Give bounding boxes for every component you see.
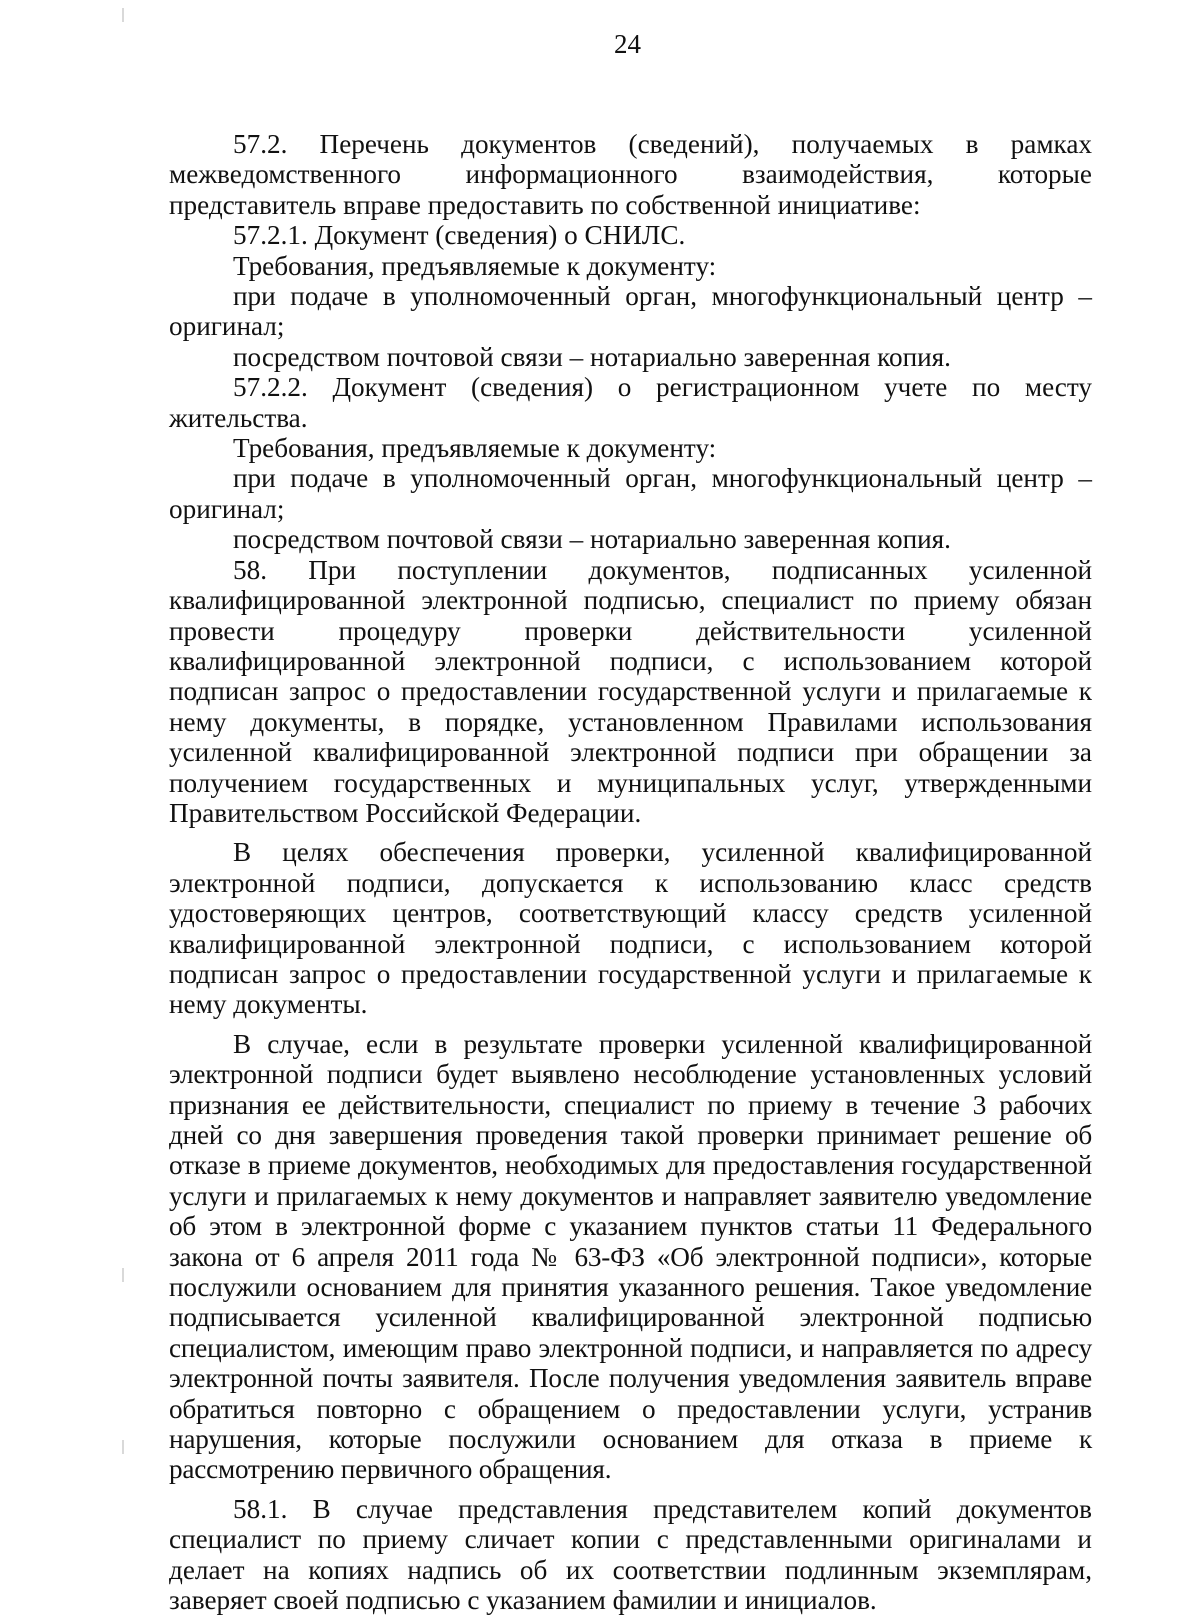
scan-edge-mark-middle (122, 1268, 124, 1282)
paragraph-postal-1: посредством почтовой связи – нотариально заверенная копия. (233, 341, 951, 372)
paragraph-postal-2: посредством почтовой связи – нотариально заверенная копия. (233, 524, 951, 555)
scan-edge-mark-bottom (122, 1440, 124, 1454)
paragraph-58-1: 58.1. В случае представления представителем копий документов специалист по приему сличает копии с представленными оригиналами и делает на копиях надпись об их соответствии подлинным экземплярам, заверяет своей подписью с указанием фамилии и инициалов. (169, 1493, 1092, 1616)
paragraph-requirements-1: Требования, предъявляемые к документу: (233, 250, 717, 281)
paragraph-refusal-case: В случае, если в результате проверки усиленной квалифицированной электронной подписи будет выявлено несоблюдение установленных условий признания ее действительности, специалист по приему в течение 3 рабочих дней со дня завершения проведения такой проверки принимает решение об отказе в приеме документов, необходимых для предоставления государственной услуги и прилагаемых к нему документов и направляет заявителю уведомление об этом в электронной форме с указанием пунктов статьи 11 Федерального закона от 6 апреля 2011 года № 63-ФЗ «Об электронной подписи», которые послужили основанием для принятия указанного решения. Такое уведомление подписывается усиленной квалифицированной электронной подписью специалистом, имеющим право электронной подписи, и направляется по адресу электронной почты заявителя. После получения уведомления заявитель вправе обратиться повторно с обращением о предоставлении услуги, устранив нарушения, которые послужили основанием для отказа в приеме к рассмотрению первичного обращения. (169, 1028, 1092, 1485)
page-number: 24 (614, 29, 641, 59)
paragraph-verification-class: В целях обеспечения проверки, усиленной квалифицированной электронной подписи, допускается к использованию класс средств удостоверяющих центров, соответствующий классу средств усиленной квалифицированной электронной подписи, с использованием которой подписан запрос о предоставлении государственной услуги и прилагаемые к нему документы. (169, 837, 1092, 1020)
paragraph-57-2-2: 57.2.2. Документ (сведения) о регистрационном учете по месту жительства. (169, 372, 1092, 433)
paragraph-57-2-1: 57.2.1. Документ (сведения) о СНИЛС. (233, 220, 686, 251)
scan-edge-mark-top (122, 8, 124, 22)
document-body (169, 129, 1092, 1616)
paragraph-requirements-2: Требования, предъявляемые к документу: (233, 433, 717, 464)
paragraph-58: 58. При поступлении документов, подписанных усиленной квалифицированной электронной подписью, специалист по приему обязан провести процедуру проверки действительности усиленной квалифицированной электронной подписи, с использованием которой подписан запрос о предоставлении государственной услуги и прилагаемые к нему документы, в порядке, установленном Правилами использования усиленной квалифицированной электронной подписи при обращении за получением государственных и муниципальных услуг, утвержденными Правительством Российской Федерации. (169, 554, 1092, 828)
paragraph-in-person-1: при подаче в уполномоченный орган, многофункциональный центр – оригинал; (169, 281, 1092, 342)
paragraph-in-person-2: при подаче в уполномоченный орган, многофункциональный центр – оригинал; (169, 463, 1092, 524)
paragraph-57-2: 57.2. Перечень документов (сведений), получаемых в рамках межведомственного информационного взаимодействия, которые представитель вправе предоставить по собственной инициативе: (169, 129, 1092, 220)
